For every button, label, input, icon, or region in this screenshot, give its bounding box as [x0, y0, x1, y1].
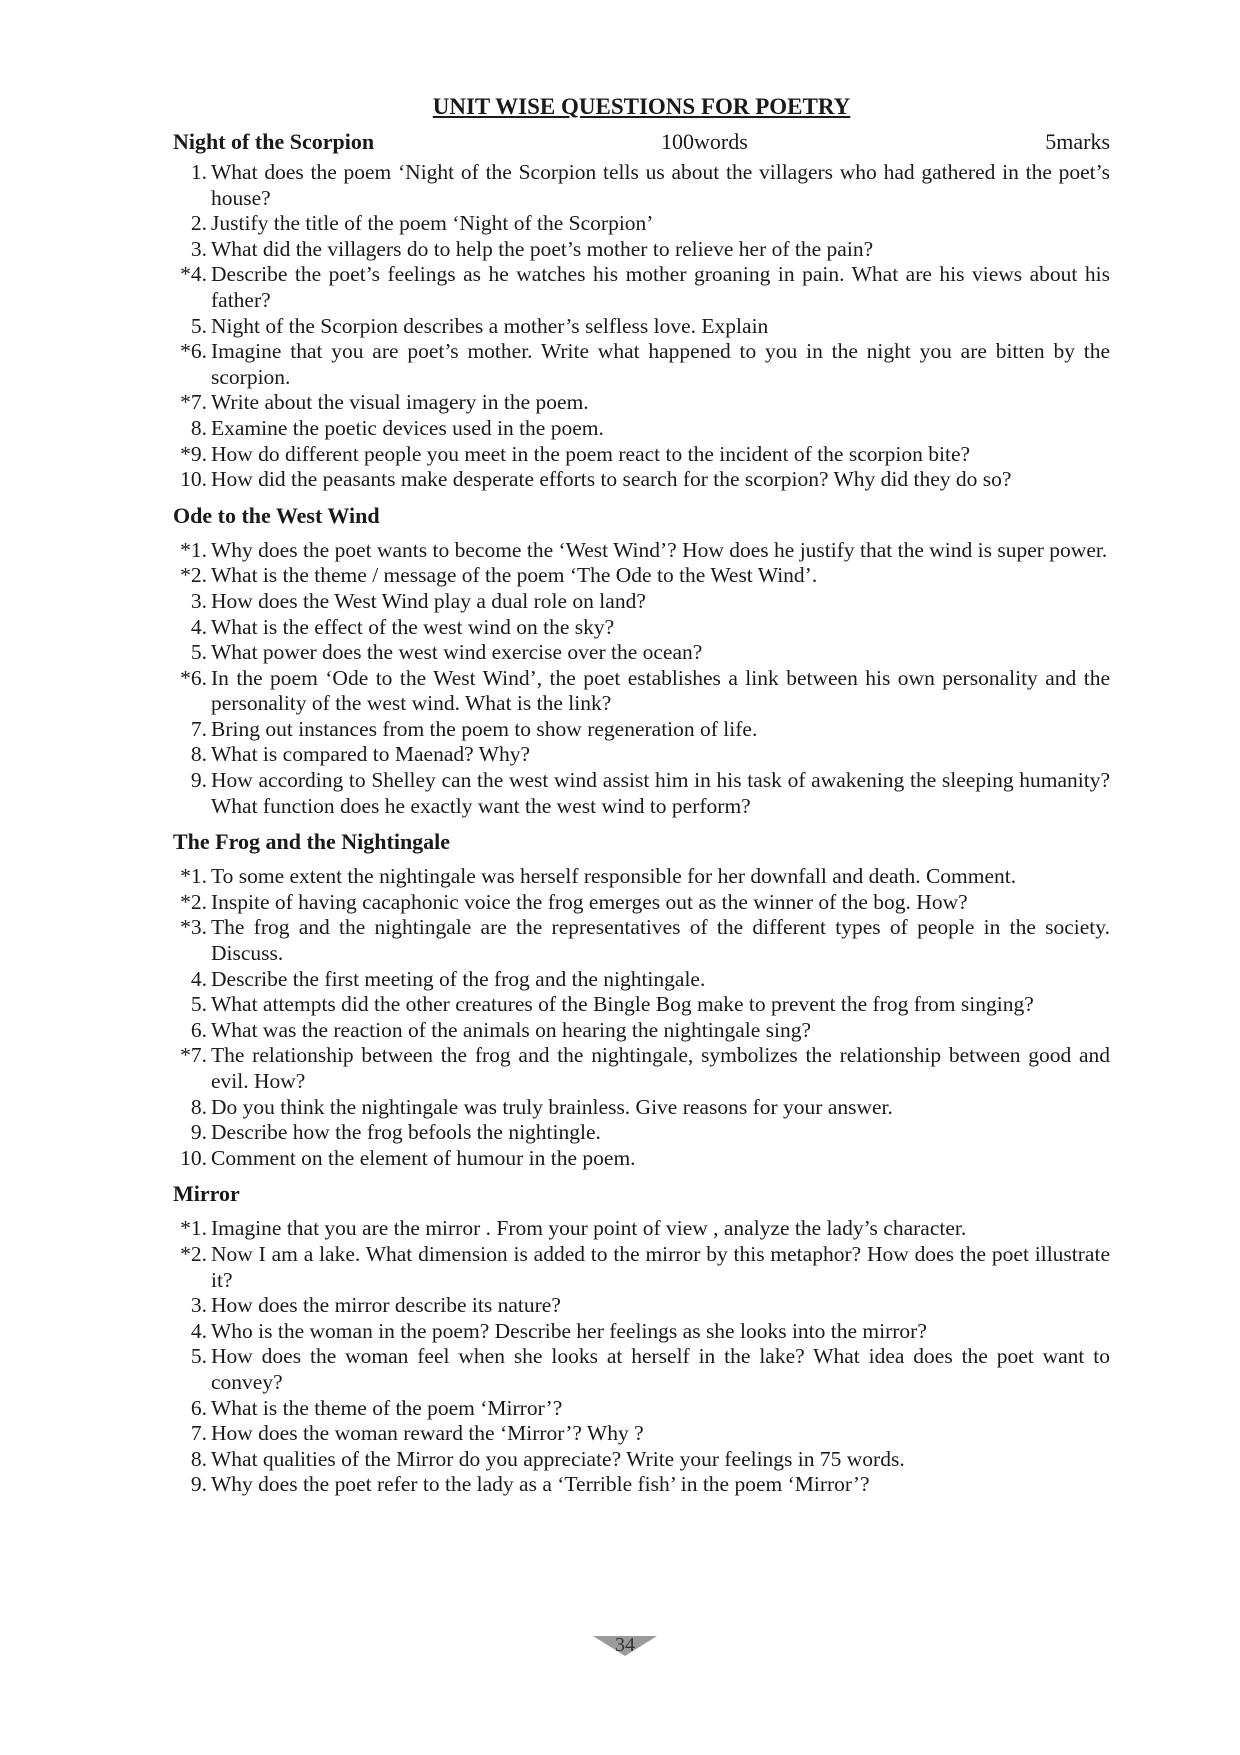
question-text: What is the theme / message of the poem ‘The Ode to the West Wind’.: [211, 563, 818, 588]
question-item: [173, 1216, 1110, 1242]
question-item: [173, 589, 1110, 615]
question-number: 9.: [190, 1472, 207, 1497]
question-number: 8.: [190, 1446, 207, 1471]
question-text: What is compared to Maenad? Why?: [211, 742, 530, 767]
question-number: 7.: [190, 1421, 207, 1446]
question-number: *2.: [180, 889, 207, 914]
question-number: 5.: [190, 992, 207, 1017]
question-text: How does the mirror describe its nature?: [211, 1293, 561, 1318]
question-text: Describe the poet’s feelings as he watches his mother groaning in pain. What are his views about his father?: [211, 262, 1110, 312]
question-item: [173, 915, 1110, 966]
question-item: [173, 467, 1110, 493]
question-number: *1.: [180, 864, 207, 889]
question-number: 4.: [190, 966, 207, 991]
question-item: [173, 666, 1110, 717]
question-item: [173, 615, 1110, 641]
question-text: How according to Shelley can the west wind assist him in his task of awakening the sleeping humanity? What function does he exactly want the west wind to perform?: [211, 768, 1110, 818]
question-item: [173, 992, 1110, 1018]
question-text: Why does the poet refer to the lady as a ‘Terrible fish’ in the poem ‘Mirror’?: [211, 1472, 870, 1497]
question-item: [173, 538, 1110, 564]
section-title: Mirror: [173, 1181, 240, 1207]
question-text: What power does the west wind exercise over the ocean?: [211, 640, 703, 665]
question-number: *6.: [180, 339, 207, 364]
question-text: Comment on the element of humour in the poem.: [211, 1145, 636, 1170]
question-text: In the poem ‘Ode to the West Wind’, the poet establishes a link between his own personality and the personality of the west wind. What is the link?: [211, 665, 1110, 716]
question-number: 1.: [190, 160, 207, 184]
question-number: 8.: [190, 415, 207, 440]
question-item: [173, 1018, 1110, 1044]
question-number: *9.: [180, 441, 207, 466]
question-item: [173, 1146, 1110, 1172]
question-text: Why does the poet wants to become the ‘West Wind’? How does he justify that the wind is super power.: [211, 537, 1108, 562]
question-item: [173, 742, 1110, 768]
question-item: [173, 890, 1110, 916]
question-item: [173, 640, 1110, 666]
question-item: [173, 1447, 1110, 1473]
marks-label: 5marks: [1045, 129, 1110, 154]
question-text: What is the theme of the poem ‘Mirror’?: [211, 1395, 563, 1420]
question-item: [173, 160, 1110, 211]
question-text: What attempts did the other creatures of the Bingle Bog make to prevent the frog from singing?: [211, 992, 1034, 1017]
question-text: How do different people you meet in the poem react to the incident of the scorpion bite?: [211, 441, 971, 466]
question-list-1: [173, 538, 1110, 820]
question-number: *7.: [180, 390, 207, 415]
question-text: What was the reaction of the animals on hearing the nightingale sing?: [211, 1017, 812, 1042]
question-list-0: [173, 160, 1110, 493]
question-item: [173, 1120, 1110, 1146]
question-number: *2.: [180, 1241, 207, 1266]
question-item: [173, 768, 1110, 819]
question-text: What did the villagers do to help the poet’s mother to relieve her of the pain?: [211, 236, 874, 261]
question-number: 8.: [190, 1094, 207, 1119]
question-number: *7.: [180, 1043, 207, 1068]
question-text: Imagine that you are the mirror . From your point of view , analyze the lady’s character.: [211, 1216, 967, 1241]
section-title: Night of the Scorpion: [173, 129, 375, 154]
question-text: Write about the visual imagery in the poem.: [211, 390, 589, 415]
question-item: [173, 262, 1110, 313]
question-number: 3.: [190, 1293, 207, 1318]
question-item: [173, 237, 1110, 263]
question-number: *1.: [180, 1216, 207, 1241]
question-item: [173, 563, 1110, 589]
question-text: Do you think the nightingale was truly brainless. Give reasons for your answer.: [211, 1094, 893, 1119]
question-number: 9.: [190, 768, 207, 793]
question-number: *6.: [180, 665, 207, 690]
question-number: 5.: [190, 1344, 207, 1369]
section-header-row: [173, 128, 1110, 156]
question-number: 6.: [190, 1395, 207, 1420]
page-number: 34: [615, 1634, 635, 1656]
question-item: [173, 1344, 1110, 1395]
question-text: Who is the woman in the poem? Describe her feelings as she looks into the mirror?: [211, 1318, 927, 1343]
question-item: [173, 416, 1110, 442]
question-text: How does the West Wind play a dual role on land?: [211, 588, 646, 613]
question-number: 9.: [190, 1120, 207, 1145]
question-item: [173, 211, 1110, 237]
question-item: [173, 1421, 1110, 1447]
question-number: 3.: [190, 588, 207, 613]
question-item: [173, 390, 1110, 416]
section-title: The Frog and the Nightingale: [173, 829, 451, 855]
question-item: [173, 1472, 1110, 1498]
question-text: Bring out instances from the poem to show regeneration of life.: [211, 716, 758, 741]
question-item: [173, 1319, 1110, 1345]
question-item: [173, 967, 1110, 993]
question-item: [173, 1396, 1110, 1422]
question-number: 10.: [180, 467, 207, 492]
question-item: [173, 1242, 1110, 1293]
question-item: [173, 1293, 1110, 1319]
question-text: Now I am a lake. What dimension is added to the mirror by this metaphor? How does the poet illustrate it?: [211, 1241, 1110, 1292]
question-number: 4.: [190, 1318, 207, 1343]
question-number: 6.: [190, 1017, 207, 1042]
word-limit: 100words: [661, 129, 748, 154]
page-number-badge: [590, 1634, 660, 1656]
question-item: [173, 442, 1110, 468]
question-text: Examine the poetic devices used in the poem.: [211, 415, 604, 440]
question-number: 5.: [190, 640, 207, 665]
question-number: *1.: [180, 537, 207, 562]
question-text: The frog and the nightingale are the representatives of the different types of people in the society. Discuss.: [211, 915, 1110, 966]
question-text: How does the woman reward the ‘Mirror’? Why ?: [211, 1421, 644, 1446]
question-text: Describe how the frog befools the nightingle.: [211, 1120, 601, 1145]
question-item: [173, 314, 1110, 340]
page-title: UNIT WISE QUESTIONS FOR POETRY: [432, 94, 851, 119]
question-list-3: [173, 1216, 1110, 1498]
document-page: [173, 92, 1110, 1498]
question-number: 10.: [180, 1145, 207, 1170]
question-item: [173, 1043, 1110, 1094]
question-text: What does the poem ‘Night of the Scorpion tells us about the villagers who had gathered in the poet’s house?: [211, 160, 1110, 210]
question-number: *3.: [180, 915, 207, 940]
question-text: What qualities of the Mirror do you appreciate? Write your feelings in 75 words.: [211, 1446, 905, 1471]
question-text: How does the woman feel when she looks at herself in the lake? What idea does the poet want to convey?: [211, 1344, 1110, 1394]
question-text: Describe the first meeting of the frog and the nightingale.: [211, 966, 706, 991]
question-text: Imagine that you are poet’s mother. Write what happened to you in the night you are bitten by the scorpion.: [211, 339, 1110, 389]
question-text: Inspite of having cacaphonic voice the frog emerges out as the winner of the bog. How?: [211, 889, 968, 914]
question-item: [173, 717, 1110, 743]
question-number: 7.: [190, 716, 207, 741]
question-item: [173, 1095, 1110, 1121]
question-number: *2.: [180, 563, 207, 588]
question-number: 8.: [190, 742, 207, 767]
question-number: *4.: [180, 262, 207, 287]
question-number: 4.: [190, 614, 207, 639]
question-number: 3.: [190, 236, 207, 261]
question-text: Justify the title of the poem ‘Night of the Scorpion’: [211, 211, 654, 236]
question-item: [173, 864, 1110, 890]
question-text: How did the peasants make desperate efforts to search for the scorpion? Why did they do so?: [211, 467, 1012, 492]
question-number: 2.: [190, 211, 207, 236]
section-title: Ode to the West Wind: [173, 502, 380, 528]
question-text: The relationship between the frog and the nightingale, symbolizes the relationship between good and evil. How?: [211, 1043, 1110, 1093]
question-number: 5.: [190, 313, 207, 338]
question-list-2: [173, 864, 1110, 1171]
question-text: To some extent the nightingale was herself responsible for her downfall and death. Comment.: [211, 864, 1017, 889]
question-text: Night of the Scorpion describes a mother’s selfless love. Explain: [211, 313, 769, 338]
question-text: What is the effect of the west wind on the sky?: [211, 614, 615, 639]
question-item: [173, 339, 1110, 390]
